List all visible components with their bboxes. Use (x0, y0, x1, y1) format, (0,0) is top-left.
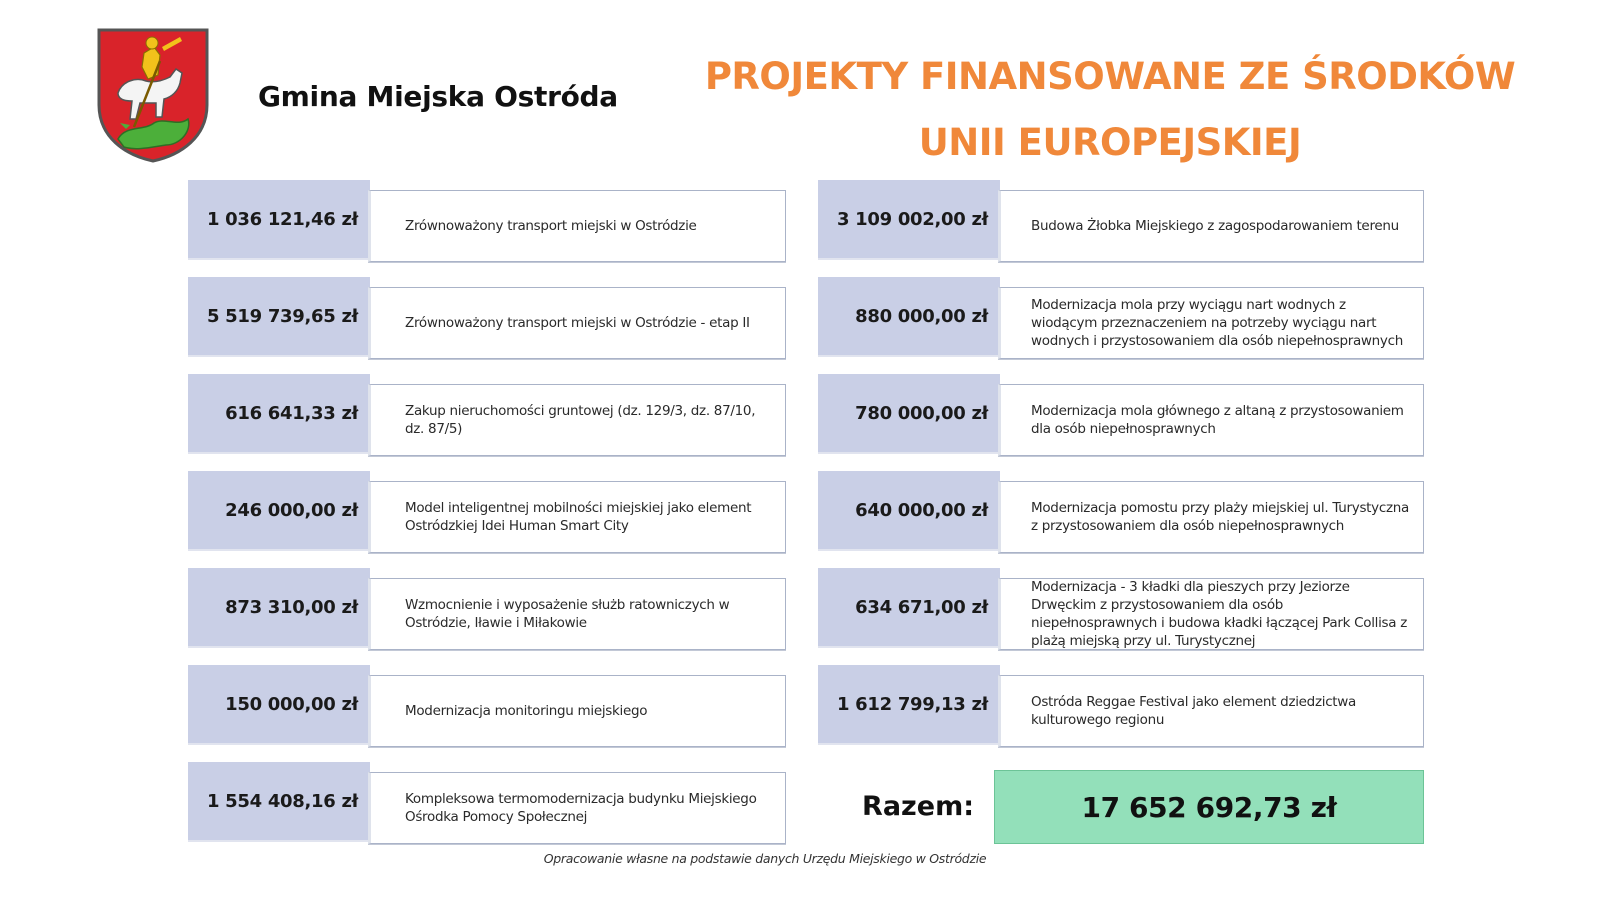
project-description (368, 675, 786, 747)
project-amount: 150 000,00 zł (188, 665, 370, 743)
page-title (700, 44, 1520, 176)
project-description-text: Ostróda Reggae Festival jako element dziedzictwa kulturowego regionu (1031, 694, 1357, 728)
project-description-text: Zakup nieruchomości gruntowej (dz. 129/3, dz. 87/10, dz. 87/5) (405, 403, 756, 437)
project-amount: 880 000,00 zł (818, 277, 1000, 355)
project-description (368, 287, 786, 359)
project-amount: 640 000,00 zł (818, 471, 1000, 549)
project-description-text: Modernizacja mola przy wyciągu nart wodnych z wiodącym przeznaczeniem na potrzeby wyciągu nart wodnych i przystosowaniem dla osób niepełnosprawnych (1031, 297, 1403, 349)
project-description-text: Zrównoważony transport miejski w Ostródzie (405, 218, 697, 234)
project-amount: 246 000,00 zł (188, 471, 370, 549)
project-description-text: Model inteligentnej mobilności miejskiej jako element Ostródzkiej Idei Human Smart City (405, 500, 752, 534)
project-amount: 1 036 121,46 zł (188, 180, 370, 258)
project-description (998, 481, 1424, 553)
page-title-line-1: PROJEKTY FINANSOWANE ZE ŚRODKÓW (704, 55, 1516, 98)
project-description-text: Wzmocnienie i wyposażenie służb ratowniczych w Ostródzie, Iławie i Miłakowie (405, 597, 730, 631)
project-amount: 616 641,33 zł (188, 374, 370, 452)
coat-of-arms-icon (96, 27, 210, 163)
source-note: Opracowanie własne na podstawie danych Urzędu Miejskiego w Ostródzie (543, 851, 987, 866)
project-amount: 634 671,00 zł (818, 568, 1000, 646)
total-label: Razem: (862, 790, 974, 822)
project-description (368, 772, 786, 844)
project-description (998, 190, 1424, 262)
project-description (998, 578, 1424, 650)
project-description-text: Modernizacja pomostu przy plaży miejskiej ul. Turystyczna z przystosowaniem dla osób niepełnosprawnych (1031, 500, 1409, 534)
project-amount: 1 612 799,13 zł (818, 665, 1000, 743)
page-title-line-2: UNII EUROPEJSKIEJ (918, 121, 1302, 164)
project-description-text: Kompleksowa termomodernizacja budynku Miejskiego Ośrodka Pomocy Społecznej (405, 791, 757, 825)
project-description (368, 481, 786, 553)
project-amount: 1 554 408,16 zł (188, 762, 370, 840)
project-description-text: Modernizacja monitoringu miejskiego (405, 703, 648, 719)
project-description (998, 384, 1424, 456)
municipality-name: Gmina Miejska Ostróda (258, 80, 618, 113)
project-description-text: Modernizacja - 3 kładki dla pieszych przy Jeziorze Drwęckim z przystosowaniem dla osób niepełnosprawnych i budowa kładki łączącej Park Collisa z plażą miejską przy ul. Turystycznej (1031, 579, 1408, 649)
project-description (368, 578, 786, 650)
project-amount: 780 000,00 zł (818, 374, 1000, 452)
total-value: 17 652 692,73 zł (994, 770, 1424, 844)
project-amount: 5 519 739,65 zł (188, 277, 370, 355)
project-description (368, 384, 786, 456)
project-description (368, 190, 786, 262)
project-amount: 873 310,00 zł (188, 568, 370, 646)
project-description (998, 675, 1424, 747)
project-description-text: Zrównoważony transport miejski w Ostródzie - etap II (405, 315, 750, 331)
project-description (998, 287, 1424, 359)
project-description-text: Modernizacja mola głównego z altaną z przystosowaniem dla osób niepełnosprawnych (1031, 403, 1404, 437)
project-amount: 3 109 002,00 zł (818, 180, 1000, 258)
project-description-text: Budowa Żłobka Miejskiego z zagospodarowaniem terenu (1031, 218, 1399, 234)
